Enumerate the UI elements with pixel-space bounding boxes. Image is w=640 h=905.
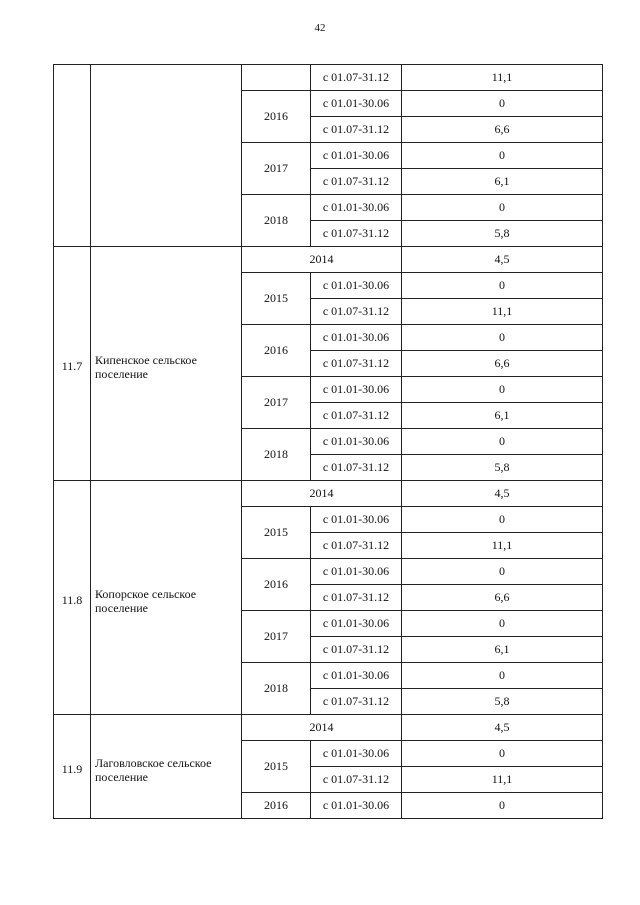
period-cell: с 01.01-30.06 [311, 325, 402, 351]
period-cell: с 01.01-30.06 [311, 273, 402, 299]
value-cell: 0 [402, 507, 603, 533]
year-cell: 2015 [242, 273, 311, 325]
period-cell: с 01.01-30.06 [311, 611, 402, 637]
value-cell: 6,6 [402, 351, 603, 377]
year-cell: 2016 [242, 559, 311, 611]
value-cell: 0 [402, 325, 603, 351]
value-cell: 11,1 [402, 533, 603, 559]
period-cell: с 01.01-30.06 [311, 507, 402, 533]
year-cell: 2015 [242, 507, 311, 559]
year-cell: 2014 [242, 247, 402, 273]
value-cell: 6,1 [402, 403, 603, 429]
year-cell: 2018 [242, 429, 311, 481]
year-cell: 2017 [242, 143, 311, 195]
period-cell: с 01.07-31.12 [311, 169, 402, 195]
period-cell: с 01.07-31.12 [311, 221, 402, 247]
period-cell: с 01.07-31.12 [311, 403, 402, 429]
period-cell: с 01.07-31.12 [311, 351, 402, 377]
period-cell: с 01.07-31.12 [311, 533, 402, 559]
period-cell: с 01.07-31.12 [311, 767, 402, 793]
period-cell: с 01.07-31.12 [311, 299, 402, 325]
row-number [54, 65, 91, 247]
value-cell: 0 [402, 611, 603, 637]
period-cell: с 01.01-30.06 [311, 377, 402, 403]
value-cell: 6,6 [402, 117, 603, 143]
value-cell: 0 [402, 741, 603, 767]
year-cell [242, 65, 311, 91]
period-cell: с 01.07-31.12 [311, 65, 402, 91]
value-cell: 0 [402, 559, 603, 585]
settlement-name [91, 65, 242, 247]
value-cell: 0 [402, 793, 603, 819]
period-cell: с 01.01-30.06 [311, 143, 402, 169]
period-cell: с 01.01-30.06 [311, 429, 402, 455]
value-cell: 6,6 [402, 585, 603, 611]
period-cell: с 01.07-31.12 [311, 689, 402, 715]
table-row [54, 481, 603, 507]
year-cell: 2016 [242, 325, 311, 377]
period-cell: с 01.01-30.06 [311, 559, 402, 585]
year-cell: 2017 [242, 377, 311, 429]
period-cell: с 01.07-31.12 [311, 637, 402, 663]
value-cell: 4,5 [402, 247, 603, 273]
year-cell: 2016 [242, 91, 311, 143]
settlement-name: Лаговловское сельское поселение [91, 715, 242, 819]
value-cell: 0 [402, 377, 603, 403]
year-cell: 2018 [242, 195, 311, 247]
value-cell: 0 [402, 429, 603, 455]
value-cell: 0 [402, 91, 603, 117]
period-cell: с 01.01-30.06 [311, 663, 402, 689]
row-number: 11.8 [54, 481, 91, 715]
tariff-table [53, 64, 603, 819]
page-number: 42 [314, 22, 326, 34]
period-cell: с 01.07-31.12 [311, 585, 402, 611]
period-cell: с 01.07-31.12 [311, 455, 402, 481]
year-cell: 2015 [242, 741, 311, 793]
value-cell: 0 [402, 195, 603, 221]
value-cell: 11,1 [402, 65, 603, 91]
year-cell: 2018 [242, 663, 311, 715]
year-cell: 2014 [242, 481, 402, 507]
year-cell: 2016 [242, 793, 311, 819]
row-number: 11.7 [54, 247, 91, 481]
value-cell: 5,8 [402, 221, 603, 247]
value-cell: 6,1 [402, 637, 603, 663]
value-cell: 4,5 [402, 481, 603, 507]
value-cell: 4,5 [402, 715, 603, 741]
table-row [54, 65, 603, 91]
table-row [54, 247, 603, 273]
year-cell: 2017 [242, 611, 311, 663]
value-cell: 11,1 [402, 767, 603, 793]
value-cell: 0 [402, 663, 603, 689]
period-cell: с 01.01-30.06 [311, 741, 402, 767]
table-row [54, 715, 603, 741]
value-cell: 11,1 [402, 299, 603, 325]
value-cell: 0 [402, 273, 603, 299]
period-cell: с 01.01-30.06 [311, 793, 402, 819]
settlement-name: Копорское сельское поселение [91, 481, 242, 715]
value-cell: 5,8 [402, 689, 603, 715]
period-cell: с 01.01-30.06 [311, 195, 402, 221]
year-cell: 2014 [242, 715, 402, 741]
value-cell: 6,1 [402, 169, 603, 195]
settlement-name: Кипенское сельское поселение [91, 247, 242, 481]
period-cell: с 01.07-31.12 [311, 117, 402, 143]
period-cell: с 01.01-30.06 [311, 91, 402, 117]
value-cell: 0 [402, 143, 603, 169]
row-number: 11.9 [54, 715, 91, 819]
value-cell: 5,8 [402, 455, 603, 481]
